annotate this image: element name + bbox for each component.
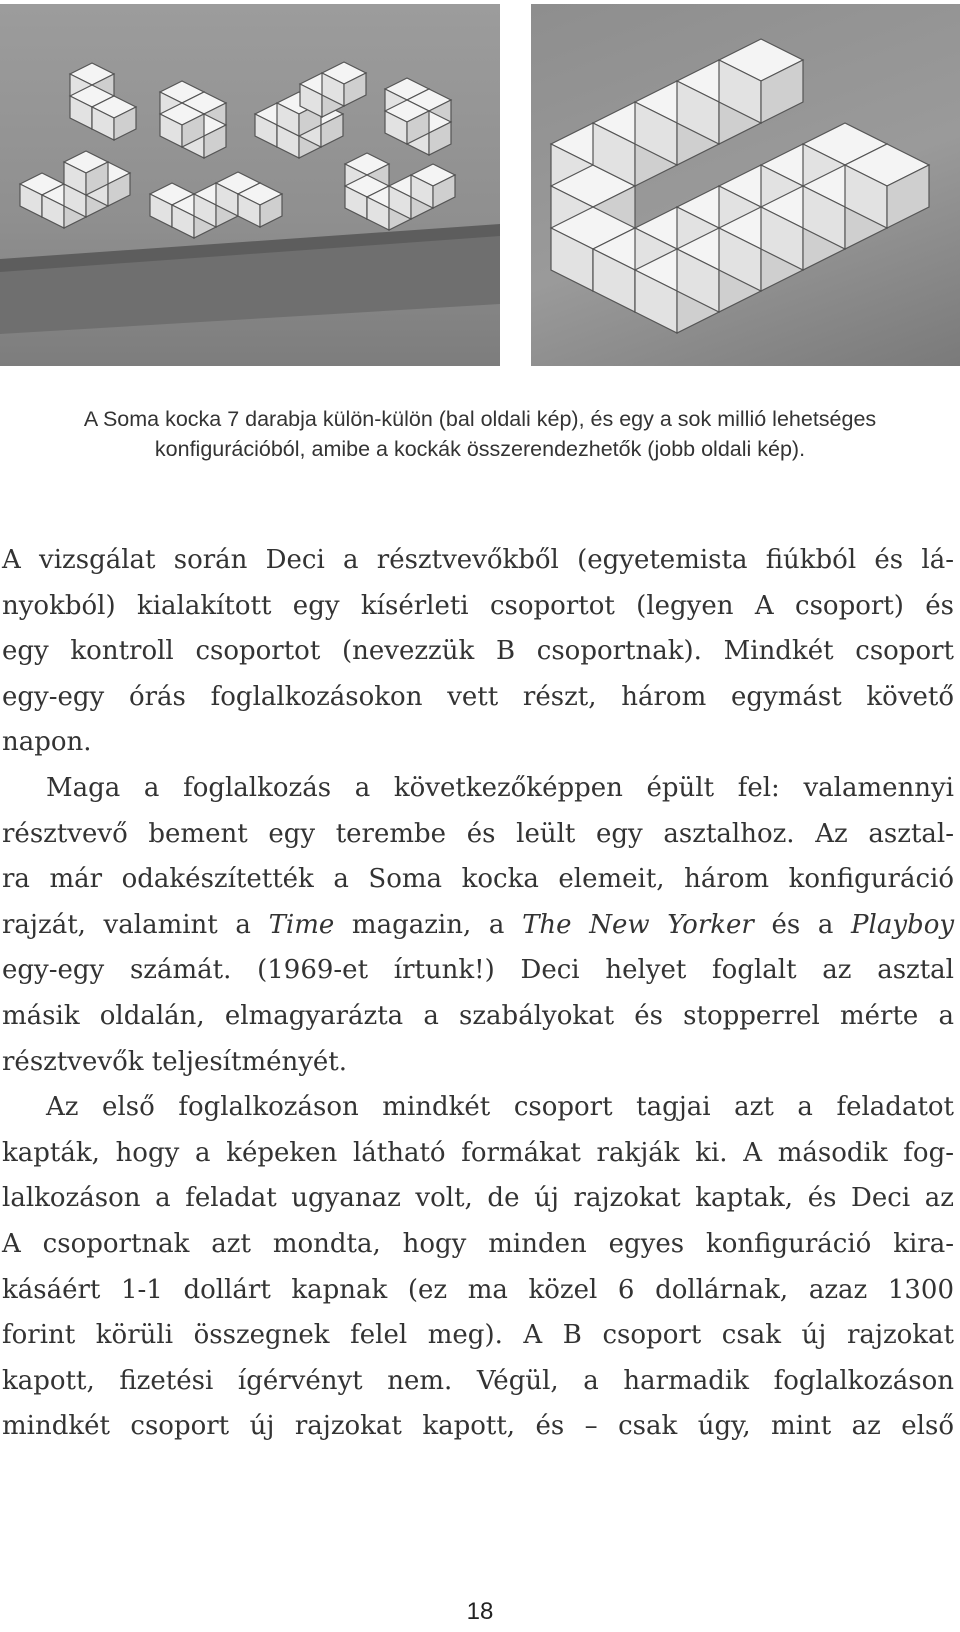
text-line: kásáért 1-1 dollárt kapnak (ez ma közel 6 dollárnak, azaz 1300 [2,1274,954,1305]
magazine-title-time: Time [268,909,335,940]
text-line: A csoportnak azt mondta, hogy minden egyes konfiguráció kira- [2,1228,954,1259]
text-line: lalkozáson a feladat ugyanaz volt, de új rajzokat kaptak, és Deci az [2,1183,954,1214]
paragraph-2 [2,766,954,1085]
text-line: kapott, fizetési ígérvényt nem. Végül, a harmadik foglalkozáson [2,1365,954,1396]
magazine-title-new-yorker: The New Yorker [522,909,754,940]
text-line-with-titles [2,903,954,949]
paragraph-1 [2,538,954,766]
text-line: A vizsgálat során Deci a résztvevőkből (egyetemista fiúkból és lá- [2,545,954,575]
text-line: kapták, hogy a képeken látható formákat rakják ki. A második fog- [2,1137,954,1168]
caption-line-2: konfigurációból, amibe a kockák összerendezhetők (jobb oldali kép). [154,437,806,461]
page-number: 18 [466,1598,494,1625]
text-run: rajzát, valamint a [2,909,269,940]
soma-configuration-illustration [531,4,960,366]
text-line: forint körüli összegnek felel meg). A B csoport csak új rajzokat [2,1320,954,1351]
text-line: mindkét csoport új rajzokat kapott, és – csak úgy, mint az első [2,1411,954,1442]
body-text [2,538,954,1450]
text-line: egy-egy számát. (1969-et írtunk!) Deci helyet foglalt az asztal [2,955,954,986]
text-line: Az első foglalkozáson mindkét csoport tagjai azt a feladatot [46,1092,954,1123]
text-line: egy kontroll csoportot (nevezzük B csoportnak). Mindkét csoport [2,636,954,667]
text-line: Maga a foglalkozás a következőképpen épült fel: valamennyi [46,772,954,803]
soma-pieces-illustration [0,4,500,366]
figure-caption [0,404,960,464]
soma-configuration-figure [531,4,960,366]
text-run: magazin, a [334,909,523,940]
paragraph-3 [2,1085,954,1450]
soma-pieces-figure [0,4,500,366]
text-line: napon. [2,727,92,758]
text-line: másik oldalán, elmagyarázta a szabályokat és stopperrel mérte a [2,1000,954,1031]
magazine-title-playboy: Playboy [851,909,955,940]
text-line: nyokból) kialakított egy kísérleti csoportot (legyen A csoport) és [2,590,954,621]
text-line: ra már odakészítették a Soma kocka elemeit, három konfiguráció [2,864,954,895]
text-line: résztvevők teljesítményét. [2,1046,348,1077]
text-run: és a [753,909,852,940]
text-line: résztvevő bement egy terembe és leült egy asztalhoz. Az asztal- [2,818,954,849]
caption-line-1: A Soma kocka 7 darabja külön-külön (bal oldali kép), és egy a sok millió lehetséges [83,407,877,431]
text-line: egy-egy órás foglalkozásokon vett részt, három egymást követő [2,681,954,712]
